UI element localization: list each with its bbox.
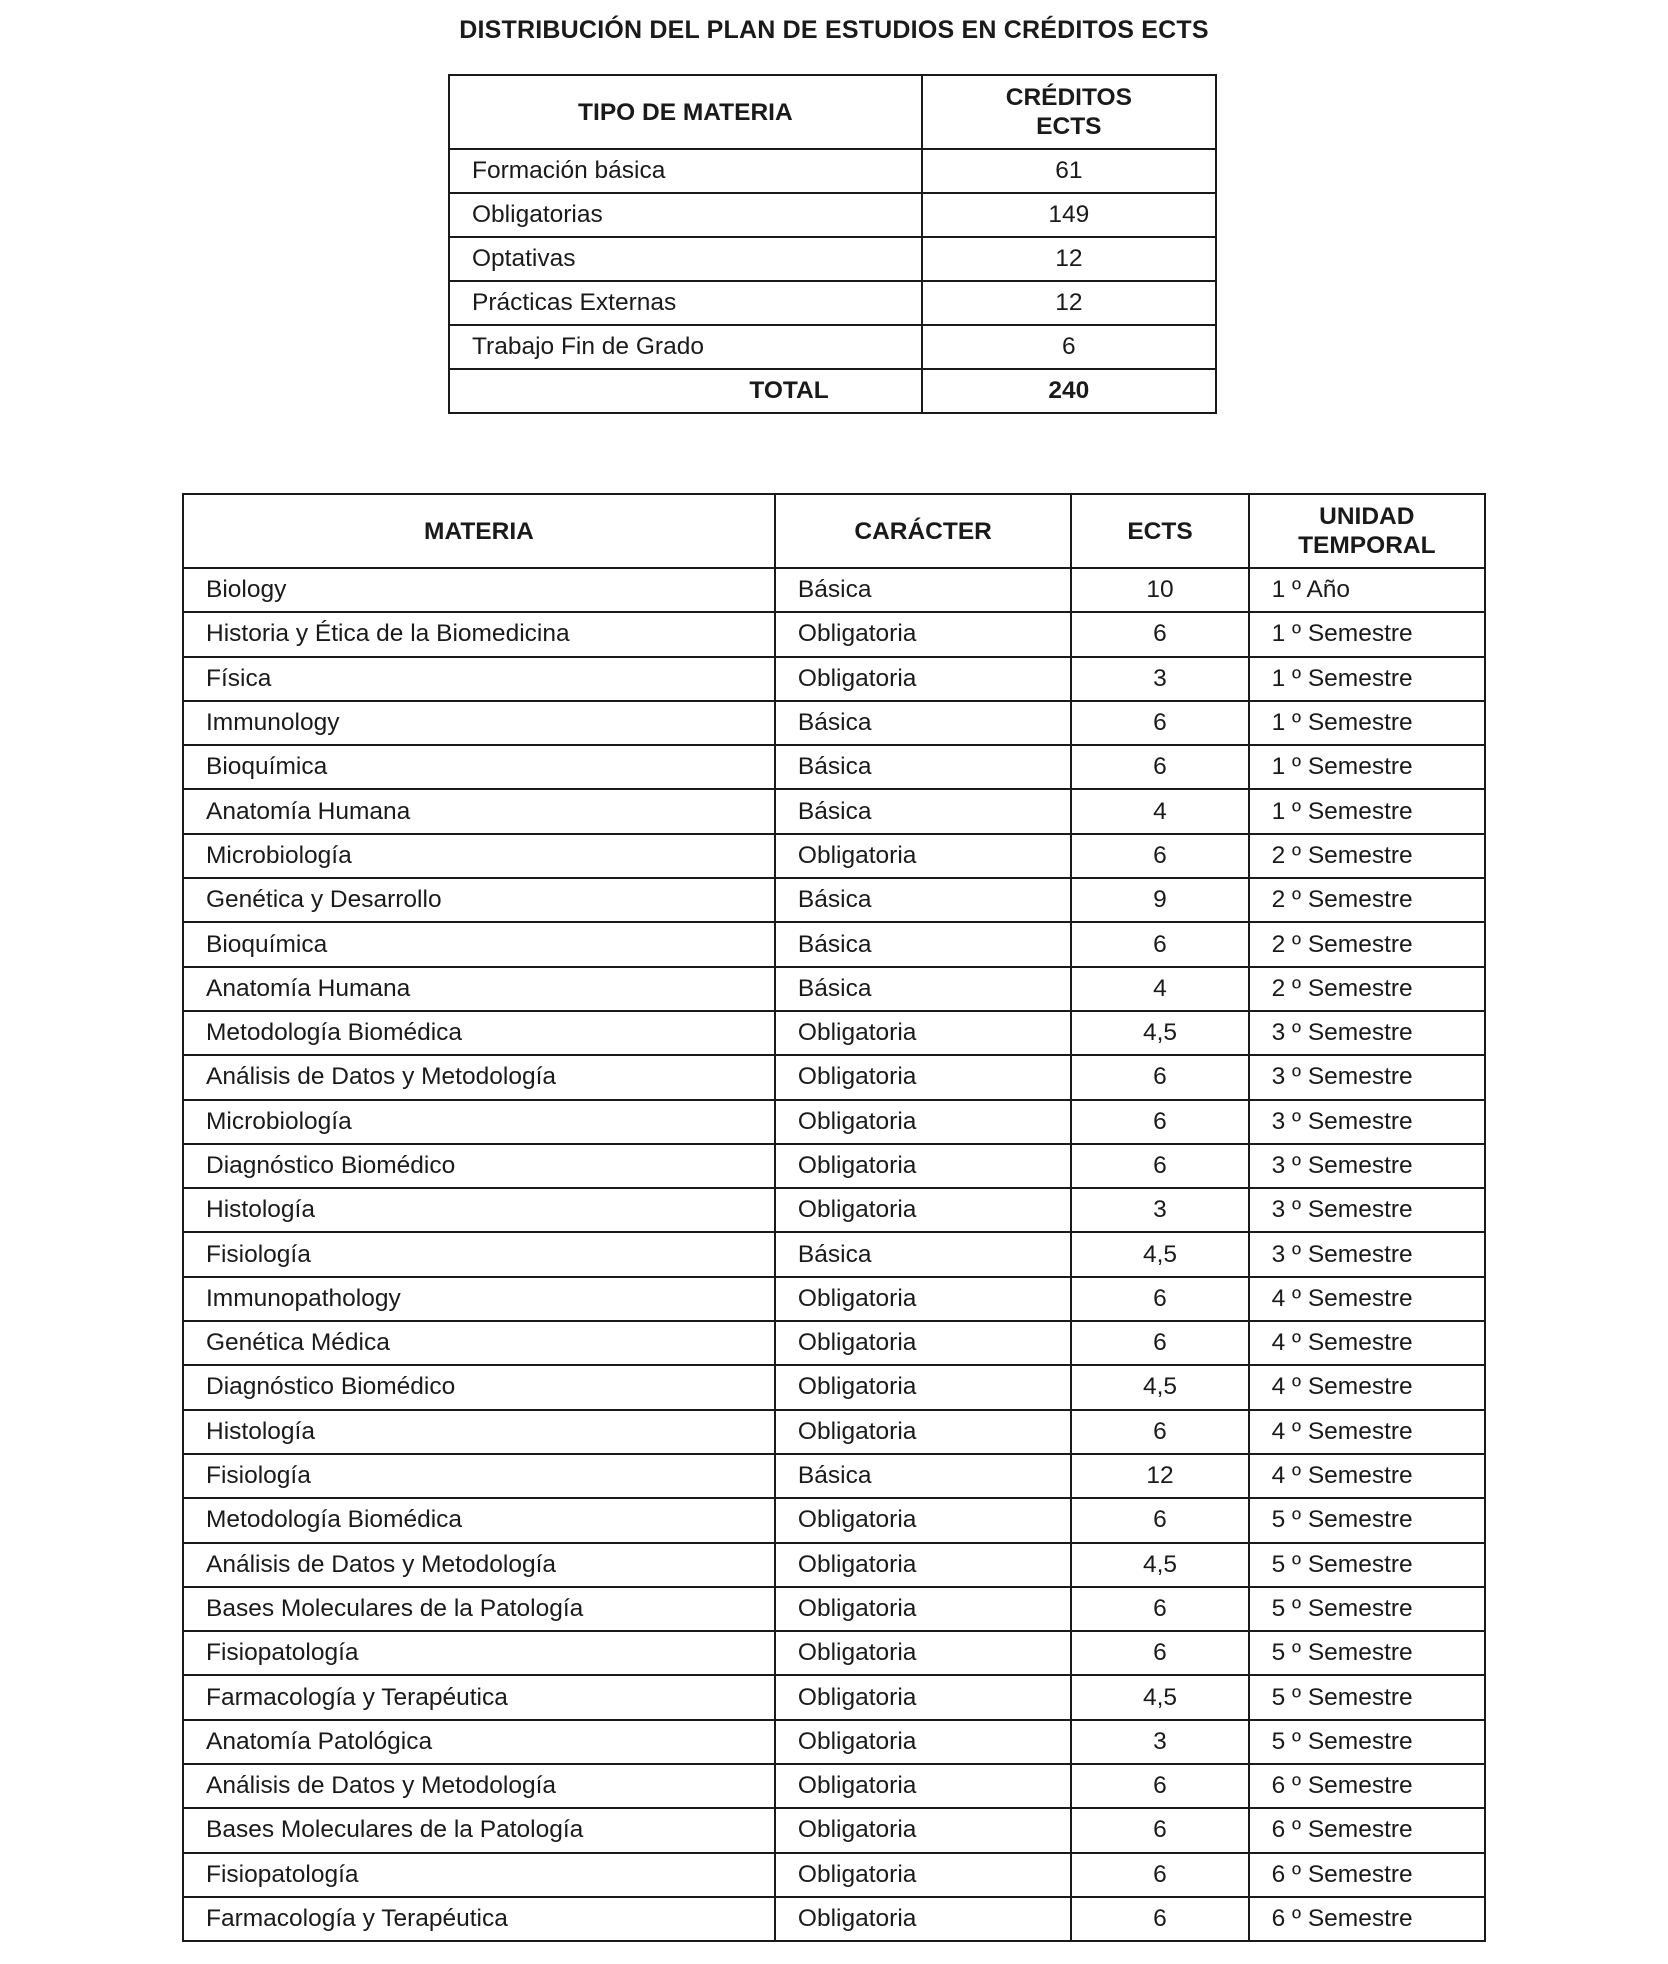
- ects-summary-table: [448, 74, 1217, 414]
- table-row: [183, 1675, 1485, 1719]
- caracter-cell: Obligatoria: [775, 1410, 1071, 1454]
- materia-cell: Farmacología y Terapéutica: [183, 1897, 775, 1941]
- creditos-cell: 149: [922, 193, 1216, 237]
- caracter-cell: Básica: [775, 922, 1071, 966]
- table-row: [183, 1232, 1485, 1276]
- materia-cell: Bases Moleculares de la Patología: [183, 1587, 775, 1631]
- unidad-temporal-cell: 6 º Semestre: [1249, 1853, 1485, 1897]
- table-row: [183, 1188, 1485, 1232]
- materia-cell: Análisis de Datos y Metodología: [183, 1543, 775, 1587]
- header-creditos-ects: [922, 75, 1216, 149]
- ects-cell: 6: [1071, 1897, 1248, 1941]
- table-row: [183, 1764, 1485, 1808]
- caracter-cell: Obligatoria: [775, 1631, 1071, 1675]
- ects-cell: 6: [1071, 1764, 1248, 1808]
- ects-cell: 3: [1071, 1720, 1248, 1764]
- ects-cell: 10: [1071, 568, 1248, 612]
- materia-cell: Análisis de Datos y Metodología: [183, 1055, 775, 1099]
- table-row: [183, 745, 1485, 789]
- materia-cell: Farmacología y Terapéutica: [183, 1675, 775, 1719]
- ects-cell: 3: [1071, 657, 1248, 701]
- caracter-cell: Obligatoria: [775, 1587, 1071, 1631]
- header-materia: MATERIA: [183, 494, 775, 568]
- materia-cell: Análisis de Datos y Metodología: [183, 1764, 775, 1808]
- page-title: DISTRIBUCIÓN DEL PLAN DE ESTUDIOS EN CRÉDITOS ECTS: [459, 16, 1209, 44]
- ects-cell: 6: [1071, 1321, 1248, 1365]
- unidad-temporal-cell: 5 º Semestre: [1249, 1675, 1485, 1719]
- ects-cell: 4,5: [1071, 1365, 1248, 1409]
- header-caracter: CARÁCTER: [775, 494, 1071, 568]
- unidad-temporal-cell: 6 º Semestre: [1249, 1897, 1485, 1941]
- ects-cell: 9: [1071, 878, 1248, 922]
- subjects-table: [182, 493, 1486, 1942]
- table-row: [183, 878, 1485, 922]
- unidad-temporal-cell: 1 º Semestre: [1249, 789, 1485, 833]
- table-row: [183, 1498, 1485, 1542]
- materia-cell: Immunology: [183, 701, 775, 745]
- caracter-cell: Básica: [775, 745, 1071, 789]
- ects-cell: 6: [1071, 1808, 1248, 1852]
- caracter-cell: Obligatoria: [775, 1543, 1071, 1587]
- unidad-temporal-cell: 4 º Semestre: [1249, 1365, 1485, 1409]
- unidad-temporal-cell: 5 º Semestre: [1249, 1720, 1485, 1764]
- unidad-temporal-cell: 1 º Semestre: [1249, 701, 1485, 745]
- total-label: TOTAL: [449, 369, 922, 413]
- caracter-cell: Obligatoria: [775, 612, 1071, 656]
- ects-cell: 4,5: [1071, 1543, 1248, 1587]
- caracter-cell: Obligatoria: [775, 1853, 1071, 1897]
- unidad-temporal-cell: 4 º Semestre: [1249, 1321, 1485, 1365]
- table-row: [183, 1454, 1485, 1498]
- header-unidad-temporal: [1249, 494, 1485, 568]
- materia-cell: Fisiopatología: [183, 1631, 775, 1675]
- ects-cell: 3: [1071, 1188, 1248, 1232]
- table-row: [183, 789, 1485, 833]
- unidad-temporal-cell: 4 º Semestre: [1249, 1410, 1485, 1454]
- materia-cell: Metodología Biomédica: [183, 1011, 775, 1055]
- caracter-cell: Obligatoria: [775, 1897, 1071, 1941]
- ects-cell: 6: [1071, 1498, 1248, 1542]
- ects-cell: 6: [1071, 1587, 1248, 1631]
- table-row: [183, 834, 1485, 878]
- ects-cell: 4,5: [1071, 1675, 1248, 1719]
- table-row: [183, 1897, 1485, 1941]
- ects-cell: 6: [1071, 612, 1248, 656]
- materia-cell: Microbiología: [183, 1100, 775, 1144]
- caracter-cell: Básica: [775, 789, 1071, 833]
- tipo-materia-cell: Optativas: [449, 237, 922, 281]
- ects-cell: 6: [1071, 1055, 1248, 1099]
- caracter-cell: Obligatoria: [775, 1365, 1071, 1409]
- materia-cell: Biology: [183, 568, 775, 612]
- ects-cell: 6: [1071, 834, 1248, 878]
- materia-cell: Historia y Ética de la Biomedicina: [183, 612, 775, 656]
- materia-cell: Fisiología: [183, 1232, 775, 1276]
- header-unidad-line2: TEMPORAL: [1298, 532, 1436, 559]
- table-row: [183, 1321, 1485, 1365]
- table-row: [183, 1277, 1485, 1321]
- header-tipo-materia: TIPO DE MATERIA: [449, 75, 922, 149]
- creditos-cell: 61: [922, 149, 1216, 193]
- table-row: [183, 1365, 1485, 1409]
- caracter-cell: Obligatoria: [775, 1277, 1071, 1321]
- table-row: [183, 657, 1485, 701]
- ects-cell: 12: [1071, 1454, 1248, 1498]
- table-row: [183, 1144, 1485, 1188]
- caracter-cell: Obligatoria: [775, 1011, 1071, 1055]
- summary-row: [449, 237, 1216, 281]
- caracter-cell: Básica: [775, 1232, 1071, 1276]
- caracter-cell: Básica: [775, 1454, 1071, 1498]
- creditos-cell: 12: [922, 237, 1216, 281]
- materia-cell: Immunopathology: [183, 1277, 775, 1321]
- ects-cell: 4: [1071, 967, 1248, 1011]
- summary-header-row: [449, 75, 1216, 149]
- table-row: [183, 612, 1485, 656]
- unidad-temporal-cell: 3 º Semestre: [1249, 1100, 1485, 1144]
- ects-cell: 6: [1071, 1410, 1248, 1454]
- summary-total-row: [449, 369, 1216, 413]
- caracter-cell: Obligatoria: [775, 657, 1071, 701]
- ects-cell: 6: [1071, 922, 1248, 966]
- materia-cell: Diagnóstico Biomédico: [183, 1144, 775, 1188]
- caracter-cell: Obligatoria: [775, 1764, 1071, 1808]
- unidad-temporal-cell: 2 º Semestre: [1249, 922, 1485, 966]
- ects-cell: 6: [1071, 1853, 1248, 1897]
- ects-cell: 4,5: [1071, 1232, 1248, 1276]
- materia-cell: Histología: [183, 1410, 775, 1454]
- table-row: [183, 967, 1485, 1011]
- caracter-cell: Obligatoria: [775, 1144, 1071, 1188]
- subjects-header-row: [183, 494, 1485, 568]
- materia-cell: Bases Moleculares de la Patología: [183, 1808, 775, 1852]
- caracter-cell: Obligatoria: [775, 1100, 1071, 1144]
- unidad-temporal-cell: 5 º Semestre: [1249, 1631, 1485, 1675]
- table-row: [183, 1853, 1485, 1897]
- table-row: [183, 1587, 1485, 1631]
- table-row: [183, 922, 1485, 966]
- header-unidad-line1: UNIDAD: [1319, 503, 1415, 530]
- table-row: [183, 1720, 1485, 1764]
- materia-cell: Microbiología: [183, 834, 775, 878]
- ects-cell: 6: [1071, 1144, 1248, 1188]
- unidad-temporal-cell: 3 º Semestre: [1249, 1011, 1485, 1055]
- unidad-temporal-cell: 3 º Semestre: [1249, 1188, 1485, 1232]
- table-row: [183, 1100, 1485, 1144]
- materia-cell: Anatomía Humana: [183, 967, 775, 1011]
- unidad-temporal-cell: 1 º Semestre: [1249, 612, 1485, 656]
- materia-cell: Física: [183, 657, 775, 701]
- table-row: [183, 1410, 1485, 1454]
- tipo-materia-cell: Obligatorias: [449, 193, 922, 237]
- materia-cell: Diagnóstico Biomédico: [183, 1365, 775, 1409]
- creditos-cell: 12: [922, 281, 1216, 325]
- table-row: [183, 701, 1485, 745]
- caracter-cell: Básica: [775, 701, 1071, 745]
- materia-cell: Histología: [183, 1188, 775, 1232]
- creditos-cell: 6: [922, 325, 1216, 369]
- caracter-cell: Obligatoria: [775, 1498, 1071, 1542]
- materia-cell: Fisiología: [183, 1454, 775, 1498]
- caracter-cell: Obligatoria: [775, 1720, 1071, 1764]
- total-value: 240: [922, 369, 1216, 413]
- tipo-materia-cell: Prácticas Externas: [449, 281, 922, 325]
- materia-cell: Genética Médica: [183, 1321, 775, 1365]
- caracter-cell: Obligatoria: [775, 1188, 1071, 1232]
- ects-cell: 6: [1071, 745, 1248, 789]
- table-row: [183, 1543, 1485, 1587]
- table-row: [183, 1808, 1485, 1852]
- caracter-cell: Obligatoria: [775, 1321, 1071, 1365]
- ects-cell: 4: [1071, 789, 1248, 833]
- summary-row: [449, 149, 1216, 193]
- caracter-cell: Obligatoria: [775, 1675, 1071, 1719]
- unidad-temporal-cell: 1 º Semestre: [1249, 657, 1485, 701]
- unidad-temporal-cell: 5 º Semestre: [1249, 1498, 1485, 1542]
- header-creditos-line1: CRÉDITOS: [1005, 84, 1132, 111]
- ects-cell: 6: [1071, 1277, 1248, 1321]
- ects-cell: 6: [1071, 1631, 1248, 1675]
- unidad-temporal-cell: 2 º Semestre: [1249, 967, 1485, 1011]
- summary-row: [449, 281, 1216, 325]
- caracter-cell: Básica: [775, 878, 1071, 922]
- unidad-temporal-cell: 4 º Semestre: [1249, 1277, 1485, 1321]
- summary-row: [449, 325, 1216, 369]
- materia-cell: Genética y Desarrollo: [183, 878, 775, 922]
- unidad-temporal-cell: 3 º Semestre: [1249, 1055, 1485, 1099]
- unidad-temporal-cell: 4 º Semestre: [1249, 1454, 1485, 1498]
- caracter-cell: Obligatoria: [775, 1055, 1071, 1099]
- materia-cell: Fisiopatología: [183, 1853, 775, 1897]
- ects-cell: 4,5: [1071, 1011, 1248, 1055]
- unidad-temporal-cell: 3 º Semestre: [1249, 1144, 1485, 1188]
- unidad-temporal-cell: 2 º Semestre: [1249, 878, 1485, 922]
- unidad-temporal-cell: 5 º Semestre: [1249, 1587, 1485, 1631]
- tipo-materia-cell: Formación básica: [449, 149, 922, 193]
- unidad-temporal-cell: 2 º Semestre: [1249, 834, 1485, 878]
- materia-cell: Anatomía Patológica: [183, 1720, 775, 1764]
- table-row: [183, 568, 1485, 612]
- materia-cell: Bioquímica: [183, 745, 775, 789]
- caracter-cell: Básica: [775, 967, 1071, 1011]
- ects-cell: 6: [1071, 1100, 1248, 1144]
- table-row: [183, 1011, 1485, 1055]
- header-ects: ECTS: [1071, 494, 1248, 568]
- caracter-cell: Obligatoria: [775, 1808, 1071, 1852]
- header-creditos-line2: ECTS: [1036, 113, 1102, 140]
- tipo-materia-cell: Trabajo Fin de Grado: [449, 325, 922, 369]
- caracter-cell: Obligatoria: [775, 834, 1071, 878]
- unidad-temporal-cell: 6 º Semestre: [1249, 1764, 1485, 1808]
- materia-cell: Anatomía Humana: [183, 789, 775, 833]
- ects-cell: 6: [1071, 701, 1248, 745]
- unidad-temporal-cell: 1 º Año: [1249, 568, 1485, 612]
- summary-row: [449, 193, 1216, 237]
- unidad-temporal-cell: 6 º Semestre: [1249, 1808, 1485, 1852]
- caracter-cell: Básica: [775, 568, 1071, 612]
- materia-cell: Metodología Biomédica: [183, 1498, 775, 1542]
- materia-cell: Bioquímica: [183, 922, 775, 966]
- table-row: [183, 1055, 1485, 1099]
- unidad-temporal-cell: 5 º Semestre: [1249, 1543, 1485, 1587]
- unidad-temporal-cell: 3 º Semestre: [1249, 1232, 1485, 1276]
- table-row: [183, 1631, 1485, 1675]
- unidad-temporal-cell: 1 º Semestre: [1249, 745, 1485, 789]
